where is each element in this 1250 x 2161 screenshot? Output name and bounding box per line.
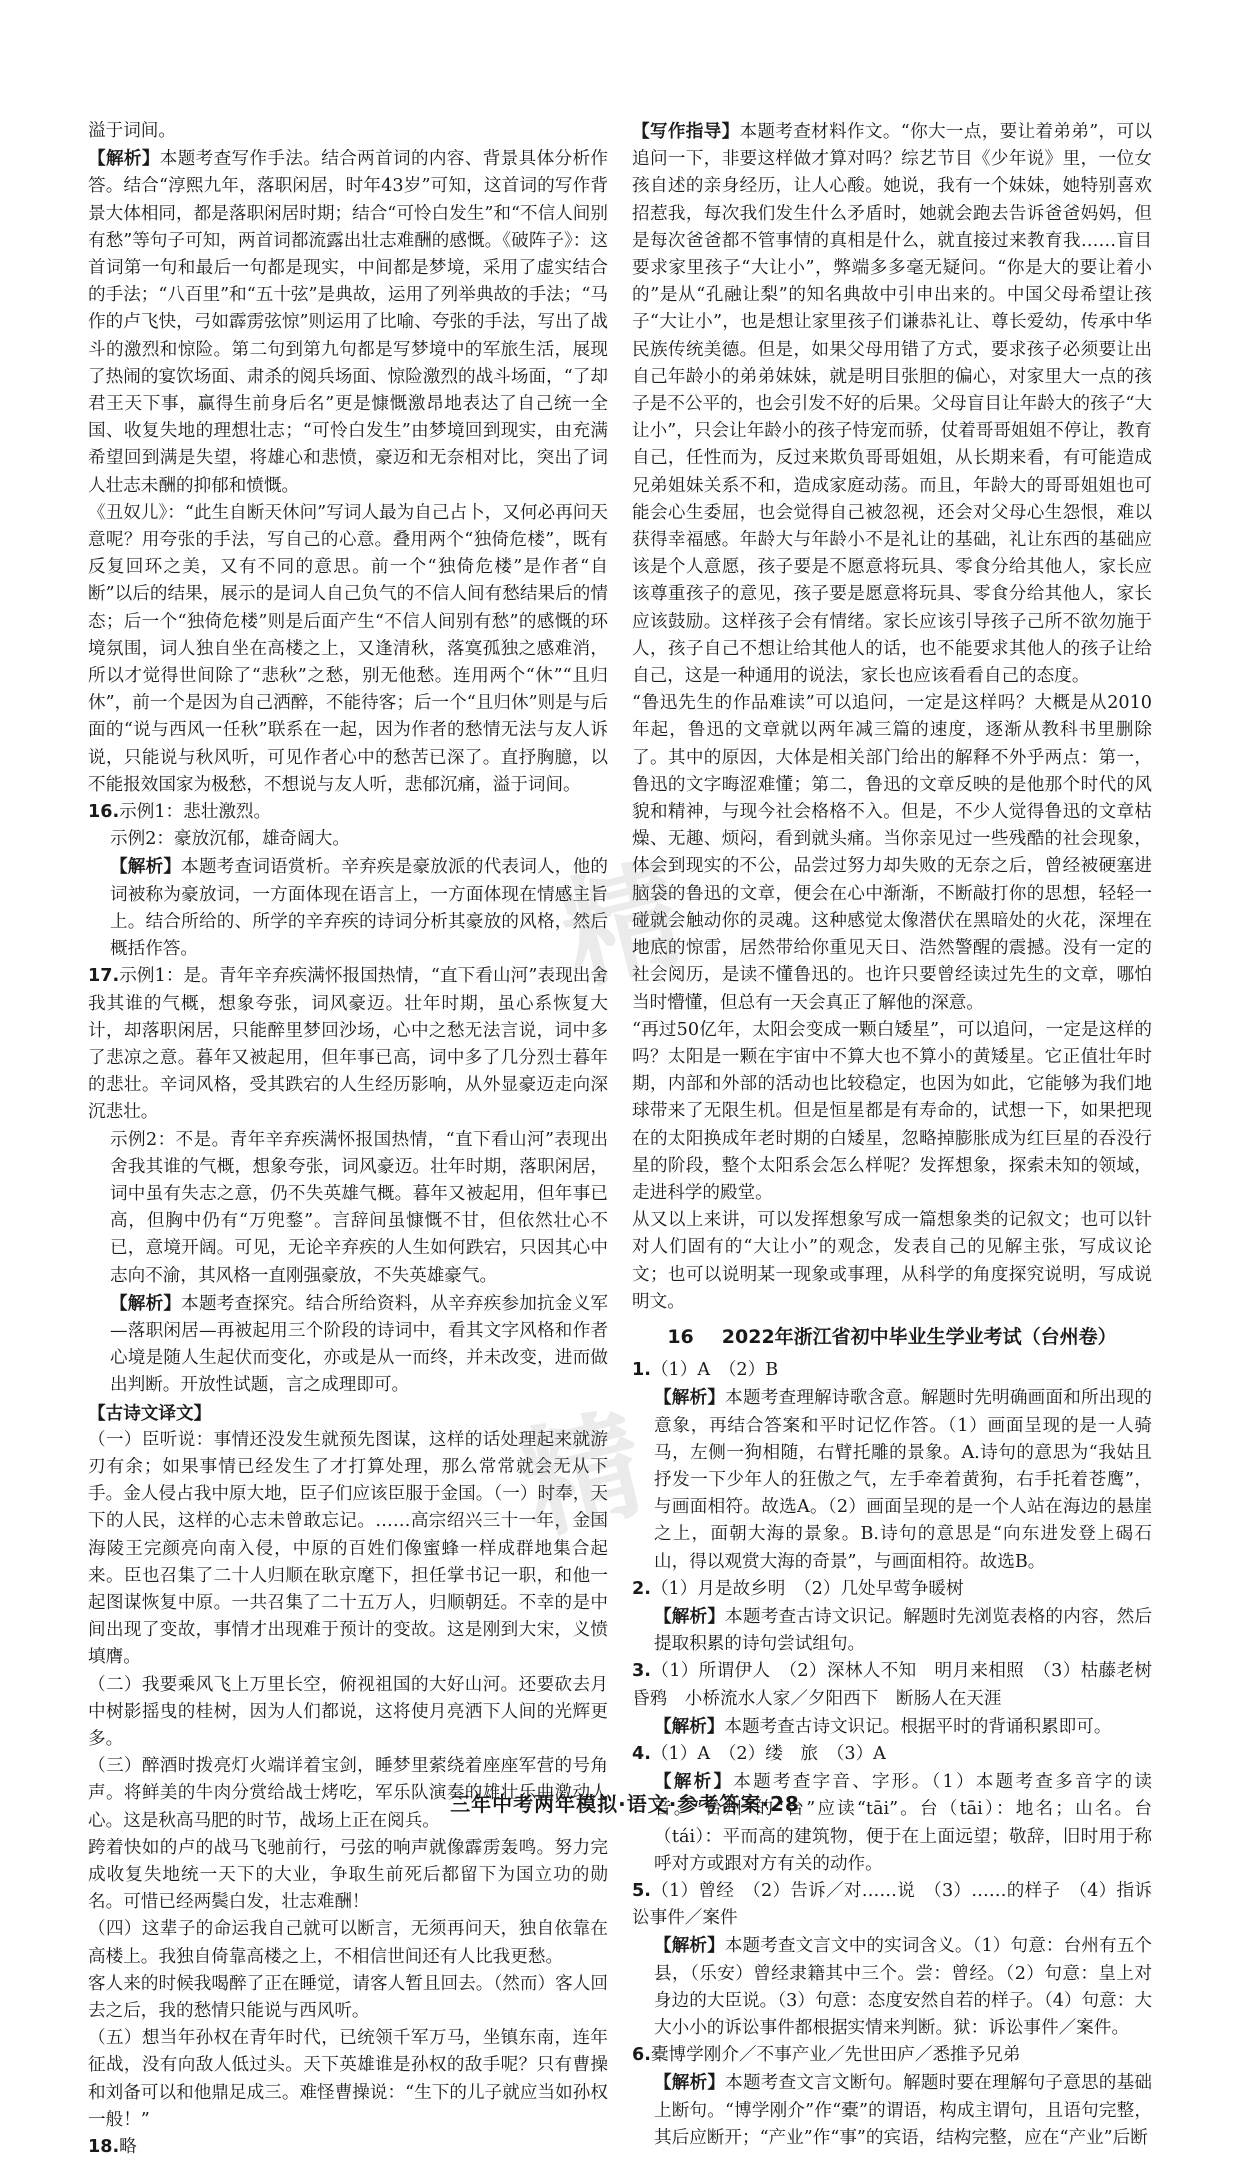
answer-item: [632, 1741, 1152, 1768]
label-tag: 【解析】: [654, 1935, 725, 1957]
paragraph-text: 本题考查探究。结合所给资料，从辛弃疾参加抗金义军—落职闲居—再被起用三个阶段的诗词中，看其文字风格和作者心境是随人生起伏而变化，亦或是从一而终，并未改变，进而做出判断。开放性试题，言之成理即可。: [110, 1293, 608, 1396]
paragraph: [632, 1713, 1152, 1741]
section-heading: 【古诗文译文】: [88, 1402, 212, 1424]
paragraph: （二）我要乘风飞上万里长空，俯视祖国的大好山河。还要砍去月中树影摇曳的桂树，因为人们都说，这将使月亮洒下人间的光辉更多。: [88, 1674, 608, 1749]
answer-text: 示例2：豪放沉郁，雄奇阔大。: [110, 829, 350, 850]
question-number: 1.: [632, 1360, 651, 1381]
paragraph-text: 本题考查字音、字形。（1）本题考查多音字的读音。“台州”的“台”应读“tāi”。台（tāi）：地名；山名。台（tái）：平而高的建筑物，便于在上面远望；敬辞，旧时用于称呼对方或跟对方有关的动作。: [654, 1772, 1152, 1874]
answer-text: （1）所谓伊人 （2）深林人不知 明月来相照 （3）枯藤老树昏鸦 小桥流水人家／夕阳西下 断肠人在天涯: [632, 1661, 1152, 1709]
answer-item: [88, 963, 608, 1126]
paragraph: 从又以上来讲，可以发挥想象写成一篇想象类的记叙文；也可以针对人们固有的“大让小”的观念，发表自己的见解主张，写成议论文；也可以说明某一现象或事理，从科学的角度探究说明，写成说明文。: [632, 1210, 1152, 1312]
paragraph: [632, 1768, 1152, 1878]
label-tag: 【解析】: [654, 1605, 726, 1627]
paragraph: “再过50亿年，太阳会变成一颗白矮星”，可以追问，一定是这样的吗？太阳是一颗在宇宙中不算大也不算小的黄矮星。它正值壮年时期，内部和外部的活动也比较稳定，也因为如此，它能够为我们地球带来了无限生机。但是恒星都是有寿命的，试想一下，如果把现在的太阳换成年老时期的白矮星，忽略掉膨胀成为红巨星的吞没行星的阶段，整个太阳系会怎么样呢？发挥想象，探索未知的领域，走进科学的殿堂。: [632, 1019, 1152, 1203]
page-footer: 三年中考两年模拟·语文·参考答案·28: [450, 1792, 800, 1816]
left-column: [88, 118, 608, 2161]
question-number: 6.: [632, 2045, 651, 2066]
question-number: 16.: [88, 802, 120, 823]
label-tag: 【解析】: [110, 1292, 182, 1314]
paragraph-text: 本题考查理解诗歌含意。解题时先明确画面和所出现的意象，再结合答案和平时记忆作答。（1）画面呈现的是一人骑马，左侧一狗相随，右臂托雕的景象。A.诗句的意思为“我姑且抒发一下少年人的狂傲之气，左手牵着黄狗，右手托着苍鹰”，与画面相符。故选A。（2）画面呈现的是一个人站在海边的悬崖之上，面朝大海的景象。B.诗句的意思是“向东进发登上碣石山，得以观赏大海的奇景”，与画面相符。故选B。: [654, 1388, 1152, 1572]
paragraph: “鲁迅先生的作品难读”可以追问，一定是这样吗？大概是从2010年起，鲁迅的文章就以两年减三篇的速度，逐渐从教科书里删除了。其中的原因，大体是相关部门给出的解释不外乎两点：第一，鲁迅的文字晦涩难懂；第二，鲁迅的文章反映的是他那个时代的风貌和精神，与现今社会格格不入。但是，不少人觉得鲁迅的文章枯燥、无趣、烦闷，看到就头痛。当你亲见过一些残酷的社会现象，体会到现实的不公，品尝过努力却失败的无奈之后，曾经被硬塞进脑袋的鲁迅的文章，便会在心中渐渐，不断敲打你的思想，轻轻一碰就会触动你的灵魂。这种感觉太像潜伏在黑暗处的火花，深埋在地底的惊雷，居然带给你重见天日、浩然警醒的震撼。没有一定的社会阅历，是读不懂鲁迅的。也许只要曾经读过先生的文章，哪怕当时懵懂，但总有一天会真正了解他的深意。: [632, 693, 1152, 1013]
answer-item: [632, 2042, 1152, 2069]
question-number: 17.: [88, 966, 120, 987]
paragraph: （一）臣听说：事情还没发生就预先图谋，这样的话处理起来就游刃有余；如果事情已经发生了才打算处理，那么常常就会无从下手。金人侵占我中原大地，臣子们应该臣服于金国。（一）时奉，天下的人民，这样的心志未曾敢忘记。……高宗绍兴三十一年，金国海陵王完颜亮向南入侵，中原的百姓们像蜜蜂一样成群地集合起来。臣也召集了二十人归顺在耿京麾下，担任掌书记一职，和他一起图谋恢复中原。一共召集了二十五万人，归顺朝廷。不幸的是中间出现了变故，事情才出现难于预计的变故。这是刚到大宋，义愤填膺。: [88, 1429, 608, 1668]
paragraph: 《丑奴儿》：“此生自断天休问”写词人最为自己占卜，又何必再问天意呢？用夸张的手法，写自己的心意。叠用两个“独倚危楼”，既有反复回环之美，又有不同的意思。前一个“独倚危楼”是作者“自断”以后的结果，展示的是词人自己负气的不信人间有愁结果后的情态；后一个“独倚危楼”则是后面产生“不信人间别有愁”的感慨的环境氛围，词人独自坐在高楼之上，又逢清秋，落寞孤独之感难消，所以才觉得世间除了“悲秋”之愁，别无他愁。连用两个“休”“且归休”，前一个是因为自己洒醉，不能待客；后一个“且归休”则是与后面的“说与西风一任秋”联系在一起，因为作者的愁情无法与友人诉说，只能说与秋风听，可见作者心中的愁苦已深了。直抒胸臆，以不能报效国家为极愁，不想说与友人听，悲郁沉痛，溢于词间。: [88, 502, 608, 795]
exam-number: 16: [667, 1325, 694, 1348]
watermark: 精: [547, 844, 698, 1009]
exam-title-text: 2022年浙江省初中毕业生学业考试（台州卷）: [721, 1325, 1117, 1348]
answer-text: （1）月是故乡明 （2）几处早莺争暖树: [650, 1578, 964, 1599]
paragraph: [632, 118, 1152, 690]
answer-text: 略: [119, 2137, 137, 2158]
answer-item: [88, 2134, 608, 2161]
paragraph: 溢于词间。: [88, 121, 176, 141]
answer-text: 示例1：是。青年辛弃疾满怀报国热情，“直下看山河”表现出舍我其谁的气概，想象夸张，词风豪迈。壮年时期，虽心系恢复大计，却落职闲居，只能醉里梦回沙场，心中之愁无法言说，词中多了悲凉之意。暮年又被起用，但年事已高，词中多了几分烈士暮年的悲壮。辛词风格，受其跌宕的人生经历影响，从外显豪迈走向深沉悲壮。: [88, 966, 608, 1123]
answer-text: （1）曾经 （2）告诉／对……说 （3）……的样子 （4）指诉讼事件／案件: [632, 1881, 1152, 1929]
label-tag: 【写作指导】: [632, 121, 740, 142]
paragraph: 跨着快如的卢的战马飞驰前行，弓弦的响声就像霹雳轰鸣。努力完成收复失地统一天下的大业，争取生前死后都留下为国立功的勋名。可惜已经两鬓白发，壮志难酬！: [88, 1837, 608, 1913]
answer-text: （1）A （2）缕 旅 （3）A: [650, 1743, 886, 1764]
paragraph-text: 本题考查古诗文识记。根据平时的背诵积累即可。: [724, 1716, 1112, 1737]
paragraph: （四）这辈子的命运我自己就可以断言，无须再问天，独自依靠在高楼上。我独自倚靠高楼之上，不相信世间还有人比我更愁。: [88, 1919, 608, 1967]
answer-item: [632, 1878, 1152, 1932]
label-tag: 【解析】: [88, 148, 160, 170]
question-number: 5.: [632, 1881, 651, 1901]
paragraph-text: 本题考查写作手法。结合两首词的内容、背景具体分析作答。结合“淳熙九年，落职闲居，时年43岁”可知，这首词的写作背景大体相同，都是落职闲居时期；结合“可怜白发生”和“不信人间别有愁”等句子可知，两首词都流露出壮志难酬的感慨。《破阵子》：这首词第一句和最后一句都是现实，中间都是梦境，采用了虚实结合的手法；“八百里”和“五十弦”是典故，运用了列举典故的手法；“马作的卢飞快，弓如霹雳弦惊”则运用了比喻、夸张的手法，写出了战斗的激烈和惊险。第二句到第九句都是写梦境中的军旅生活，展现了热闹的宴饮场面、肃杀的阅兵场面、惊险激烈的战斗场面，“了却君王天下事，赢得生前身后名”更是慷慨激昂地表达了自己统一全国、收复失地的理想壮志；“可怜白发生”由梦境回到现实，由充满希望回到满是失望，将雄心和悲愤，豪迈和无奈相对比，突出了词人壮志未酬的抑郁和愤慨。: [88, 149, 609, 496]
paragraph: [88, 1290, 608, 1400]
label-tag: 【解析】: [654, 2072, 726, 2094]
question-number: 3.: [632, 1661, 651, 1682]
paragraph-text: 本题考查文言文断句。解题时要在理解句子意思的基础上断句。“博学刚介”作“橐”的谓语，构成主谓句，且语句完整，其后应断开；“产业”作“事”的宾语，结构完整，应在“产业”后断: [654, 2073, 1152, 2148]
answer-item: [632, 1576, 1152, 1603]
paragraph: [632, 1384, 1152, 1575]
watermark: 精: [507, 1394, 658, 1559]
answer-text: （1）A （2）B: [650, 1360, 779, 1381]
question-number: 2.: [632, 1578, 651, 1599]
question-number: 18.: [88, 2137, 120, 2158]
answer-text: 示例2：不是。青年辛弃疾满怀报国热情，“直下看山河”表现出舍我其谁的气概，想象夸张，词风豪迈。壮年时期，落职闲居，词中虽有失志之意，仍不失英雄气概。暮年又被起用，但年事已高，但胸中仍有“万兜鍪”。言辞间虽慷慨不甘，但依然壮心不已，意境开阔。可见，无论辛弃疾的人生如何跌宕，只因其心中志向不渝，其风格一直刚强豪放，不失英雄豪气。: [110, 1129, 608, 1286]
label-tag: 【解析】: [110, 856, 182, 878]
answer-text: 橐博学刚介／不事产业／先世田庐／悉推予兄弟: [650, 2045, 1021, 2066]
answer-text: 示例1：悲壮激烈。: [119, 802, 272, 823]
answer-item: [632, 1658, 1152, 1712]
question-number: 4.: [632, 1743, 651, 1764]
paragraph: [88, 853, 608, 963]
paragraph: （五）想当年孙权在青年时代，已统领千军万马，坐镇东南，连年征战，没有向敌人低过头。天下英雄谁是孙权的敌手呢？只有曹操和刘备可以和他鼎足成三。难怪曹操说：“生下的儿子就应当如孙权一般！”: [88, 2028, 608, 2130]
paragraph: [88, 145, 608, 500]
answer-item: [632, 1357, 1152, 1384]
label-tag: 【解析】: [654, 1387, 726, 1409]
right-column: [632, 118, 1152, 2152]
label-tag: 【解析】: [654, 1715, 725, 1737]
paragraph: 客人来的时候我喝醉了正在睡觉，请客人暂且回去。（然而）客人回去之后，我的愁情只能说与西风听。: [88, 1973, 608, 2022]
paragraph-text: 本题考查材料作文。“你大一点，要让着弟弟”，可以追问一下，非要这样做才算对吗？综艺节目《少年说》里，一位女孩自述的亲身经历，让人心酸。她说，我有一个妹妹，她特别喜欢招惹我，每次我们发生什么矛盾时，她就会跑去告诉爸爸妈妈，但是每次爸爸都不管事情的真相是什么，就直接过来教育我……盲目要求家里孩子“大让小”，弊端多多毫无疑问。“你是大的要让着小的”是从“孔融让梨”的知名典故中引申出来的。中国父母希望让孩子“大让小”，也是想让家里孩子们谦恭礼让、尊长爱幼，传承中华民族传统美德。但是，如果父母用错了方式，要求孩子必须要让出自己年龄小的弟弟妹妹，就是明目张胆的偏心，对家里大一点的孩子是不公平的，也会引发不好的后果。父母盲目让年龄大的孩子“大让小”，只会让年龄小的孩子恃宠而骄，仗着哥哥姐姐不停让，教育自己，任性而为，反过来欺负哥哥姐姐，从长期来看，有可能造成兄弟姐妹关系不和，造成家庭动荡。而且，年龄大的哥哥姐姐也可能会心生委屈，也会觉得自己被忽视，还会对父母心生怨恨，难以获得幸福感。年龄大与年龄小不是礼让的基础，礼让东西的基础应该是个人意愿，孩子要是不愿意将玩具、零食分给其他人，家长应该尊重孩子的意见，孩子要是愿意将玩具、零食分给其他人，家长应该鼓励。这样孩子会有情绪。家长应该引导孩子己所不欲勿施于人，孩子自己不想让给其他人的话，也不能要求其他人的孩子让给自己，这是一种通用的说法，家长也应该看看自己的态度。: [632, 122, 1152, 687]
label-tag: 【解析】: [654, 1771, 734, 1793]
paragraph-text: 本题考查古诗文识记。解题时先浏览表格的内容，然后提取积累的诗句尝试组句。: [654, 1606, 1152, 1655]
paragraph: [632, 1932, 1152, 2042]
paragraph-text: 本题考查词语赏析。辛弃疾是豪放派的代表词人，他的词被称为豪放词，一方面体现在语言上，一方面体现在情感主旨上。结合所给的、所学的辛弃疾的诗词分析其豪放的风格，然后概括作答。: [110, 857, 608, 960]
paragraph: [632, 1603, 1152, 1658]
exam-title: [632, 1324, 1152, 1351]
paragraph: [632, 2069, 1152, 2152]
paragraph: （三）醉酒时拨亮灯火端详着宝剑，睡梦里萦绕着座座军营的号角声。将鲜美的牛肉分赏给战士烤吃，军乐队演奏的雄壮乐曲激动人心。这是秋高马肥的时节，战场上正在阅兵。: [88, 1756, 608, 1831]
answer-item: [88, 799, 608, 826]
paragraph-text: 本题考查文言文中的实词含义。（1）句意：台州有五个县，（乐安）曾经隶籍其中三个。尝：曾经。（2）句意：皇上对身边的大臣说。（3）句意：态度安然自若的样子。（4）句意：大大小小的诉讼事件都根据实情来判断。狱：诉讼事件／案件。: [654, 1936, 1152, 2039]
